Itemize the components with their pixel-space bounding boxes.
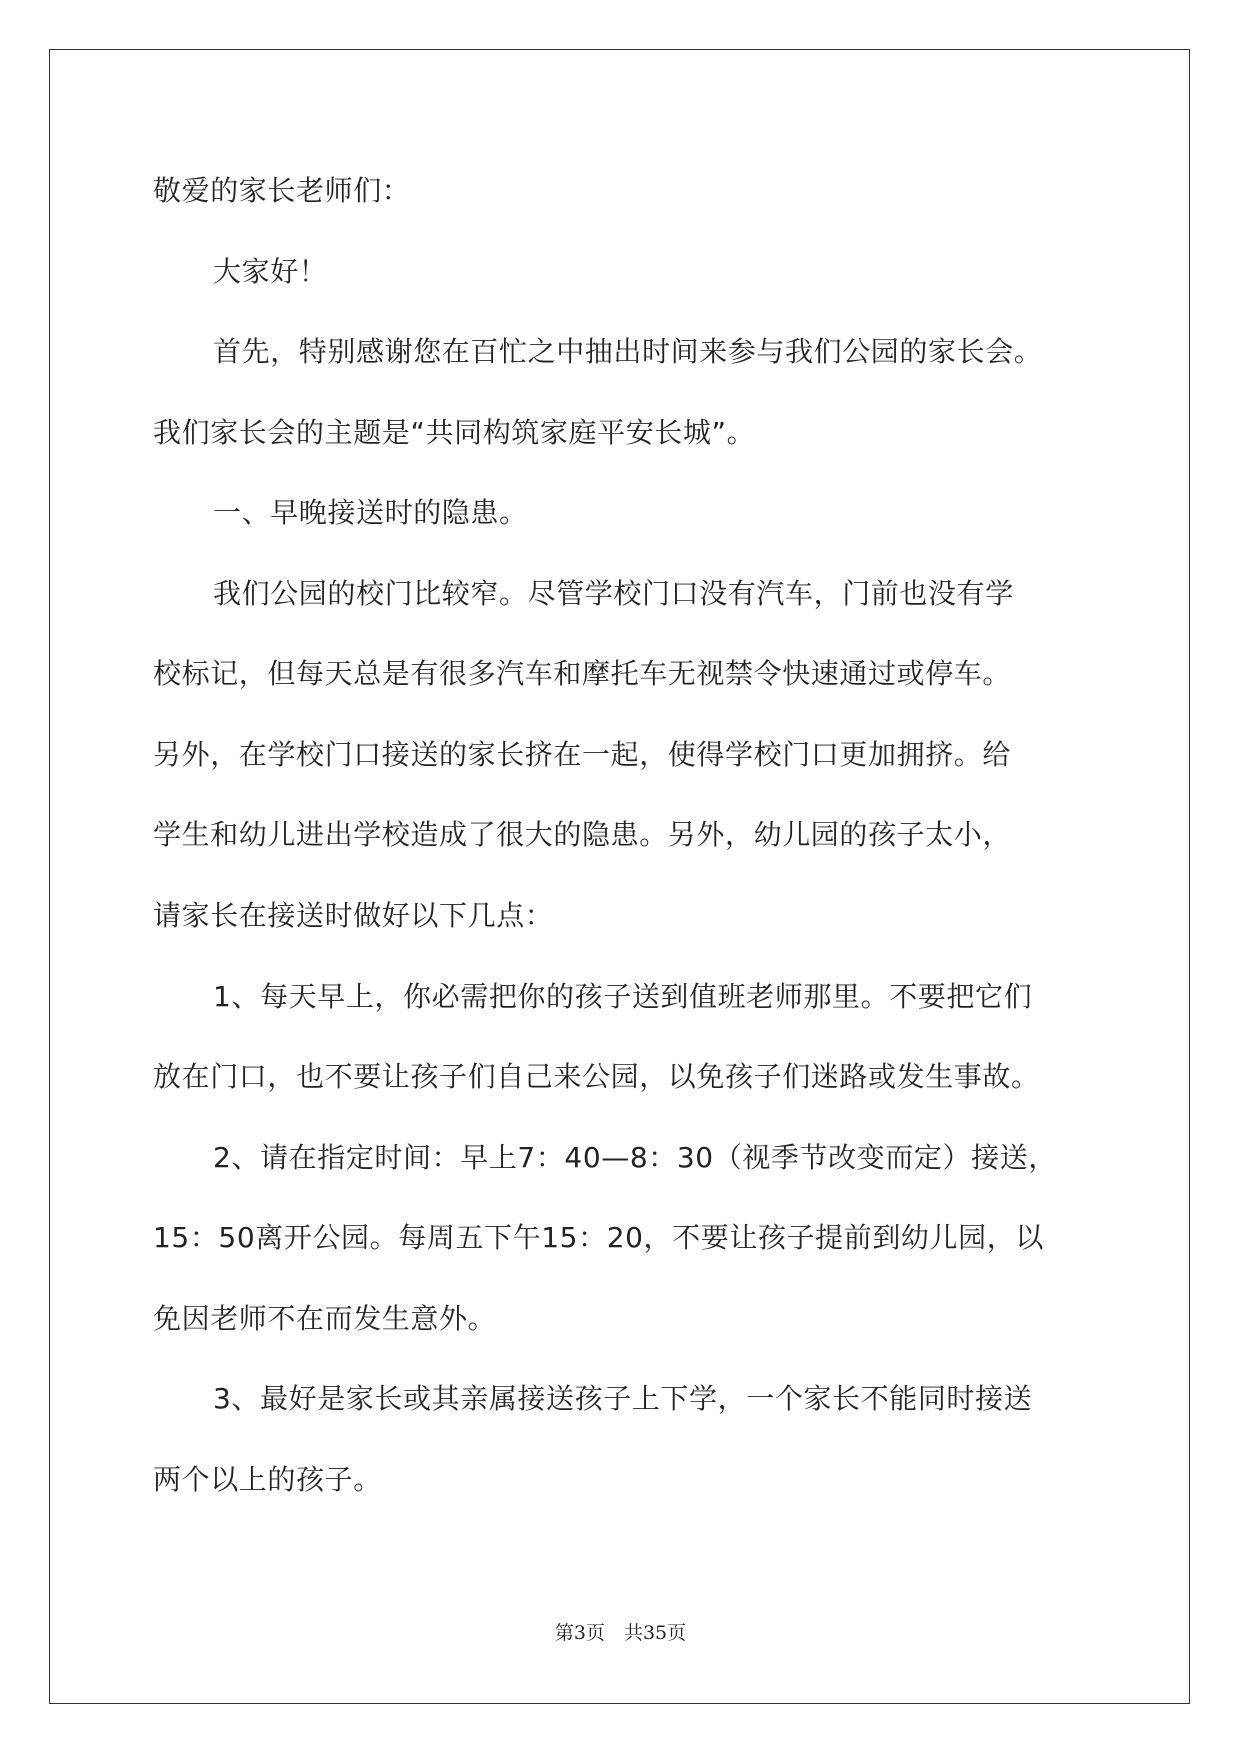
list-item-continuation: 放在门口，也不要让孩子们自己来公园，以免孩子们迷路或发生事故。 [153, 1060, 1040, 1093]
list-item: 3、最好是家长或其亲属接送孩子上下学，一个家长不能同时接送 [213, 1382, 1033, 1415]
page-number: 第3页 共35页 [554, 1622, 687, 1644]
page-border [49, 49, 1190, 1704]
list-item-continuation: 15：50离开公园。每周五下午15：20，不要让孩子提前到幼儿园，以 [153, 1221, 1044, 1254]
section-heading: 一、早晚接送时的隐患。 [213, 496, 528, 529]
list-item-continuation: 两个以上的孩子。 [153, 1463, 382, 1496]
paragraph-line: 另外，在学校门口接送的家长挤在一起，使得学校门口更加拥挤。给 [153, 738, 1012, 771]
paragraph-line: 学生和幼儿进出学校造成了很大的隐患。另外，幼儿园的孩子太小， [153, 818, 1012, 851]
list-item: 2、请在指定时间：早上7：40—8：30（视季节改变而定）接送， [213, 1141, 1057, 1174]
paragraph-line: 校标记，但每天总是有很多汽车和摩托车无视禁令快速通过或停车。 [153, 657, 1012, 690]
list-item: 1、每天早上，你必需把你的孩子送到值班老师那里。不要把它们 [213, 980, 1033, 1013]
paragraph-line: 我们家长会的主题是“共同构筑家庭平安长城”。 [153, 416, 756, 449]
salutation: 敬爱的家长老师们： [153, 174, 411, 207]
greeting: 大家好！ [213, 255, 328, 288]
paragraph-line: 首先，特别感谢您在百忙之中抽出时间来参与我们公园的家长会。 [213, 335, 1043, 368]
list-item-continuation: 免因老师不在而发生意外。 [153, 1302, 497, 1335]
paragraph-line: 我们公园的校门比较窄。尽管学校门口没有汽车，门前也没有学 [213, 577, 1014, 610]
paragraph-line: 请家长在接送时做好以下几点： [153, 899, 554, 932]
